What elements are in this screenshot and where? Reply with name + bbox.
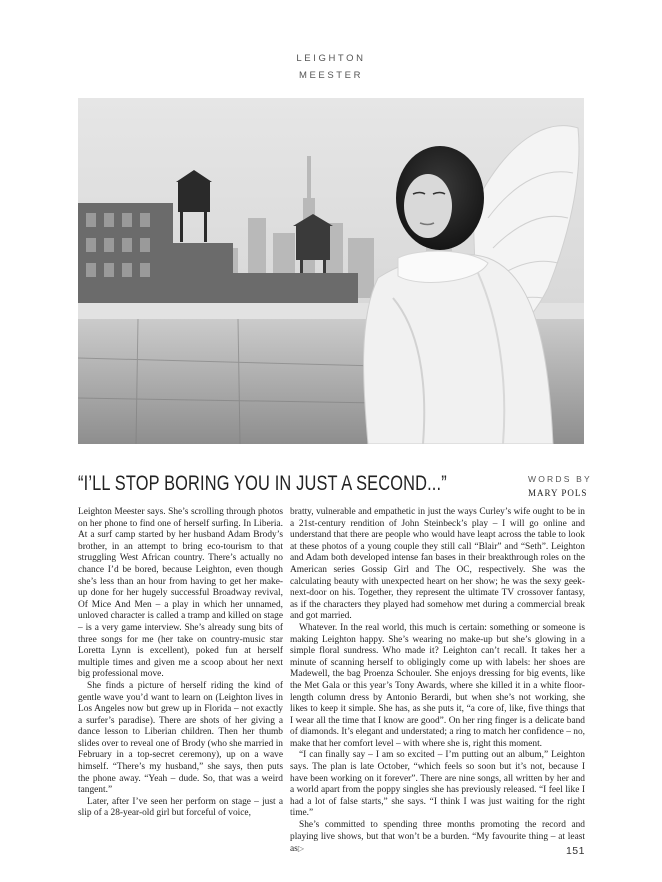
pull-quote: “I’LL STOP BORING YOU IN JUST A SECOND...” [78,472,447,495]
byline-label: WORDS BY [528,474,592,484]
paragraph-last [290,820,585,856]
article-column-right [290,507,585,856]
section-kicker [0,50,662,84]
kicker-line-1: LEIGHTON [296,53,366,64]
paragraph-text: She’s committed to spending three months promoting the record and playing live shows, but that won’t be a burden. “My favourite thing – at least as [290,820,585,855]
feature-photo-illustration [78,98,584,444]
paragraph: Whatever. In the real world, this much is certain: something or someone is making Leighton happy. She’s wearing no make-up but she’s glowing in a simple floral sundress. Who made it? Leighton can’t recall. It takes her a minute of scanning herself to obligingly come up with labels: her shoes are Madewell, the bag Proenza Schouler. She enjoys dressing for big events, like the Met Gala or this year’s Tony Awards, where she killed it in a white floor-length column dress by Antonio Berardi, but when she’s not working, she likes to keep it simple. She has, as she puts it, “a core of, like, five things that I wear all the time that I know are good”. On her ring finger is a delicate band of diamonds. It’s elegant and understated; a ring to match her confidence – no, make that her comfort level – with where she is, right this moment. [290,622,585,749]
byline-author: MARY POLS [528,488,588,498]
article-column-left [78,507,283,820]
continue-arrow-icon: ▷ [297,844,304,854]
paragraph: Leighton Meester says. She’s scrolling through photos on her phone to find one of herself surfing. In Liberia. At a surf camp started by her husband Adam Brody’s brother, in an attempt to bring eco-tourism to that struggling West African country. There’s actually no chance I’d be bored, because Leighton, even though she’s less than an hour from having to get her make-up done for her hugely successful Broadway revival, Of Mice And Men – a play in which her unnamed, unloved character is called a tramp and killed on stage – is a very game interview. She’s already sung bits of three songs for me (her take on country-music star Loretta Lynn is excellent), poked fun at herself multiple times and given me a scoop about her next big professional move. [78,507,283,680]
paragraph: She finds a picture of herself riding the kind of gentle wave you’d want to learn on (Leighton lives in Los Angeles now but grew up in Florida – not exactly a surfer’s paradise). There are shots of her giving a dance lesson to Liberian children. Then her thumb slides over to reveal one of Brody (who she married in February in a top-secret ceremony), up on a wave himself. “There’s my husband,” she says, then puts the phone away. “Yeah – dude. So, that was a weird tangent.” [78,680,283,796]
page-number: 151 [565,845,585,857]
kicker-line-2: MEESTER [298,70,364,81]
paragraph: Later, after I’ve seen her perform on stage – just a slip of a 28-year-old girl but forceful of voice, [78,796,283,819]
paragraph: bratty, vulnerable and empathetic in just the ways Curley’s wife ought to be in a 21st-century rendition of John Steinbeck’s play – I will go online and understand that there are people who would have leapt across the table to look at these photos of a young couple they still call “Blair” and “Seth”. Leighton and Adam both developed intense fan bases in their breakthrough roles on the American series Gossip Girl and The OC, respectively. She was the calculating beauty with unexpected heart on her show; he was the sexy geek-next-door on his. Together, they represent the ultimate TV crossover fantasy, as if the characters they played had somehow met during a commercial break and got married. [290,507,585,622]
paragraph: “I can finally say – I am so excited – I’m putting out an album,” Leighton says. The plan is late October, “which feels so soon but it’s not, because I have been working on it forever”. There are nine songs, all written by her and a world apart from the poppy singles she has previously released. “I feel like I had a lot of false starts,” she says. “I think I was just waiting for the right time.” [290,750,585,819]
feature-photo [78,98,584,444]
